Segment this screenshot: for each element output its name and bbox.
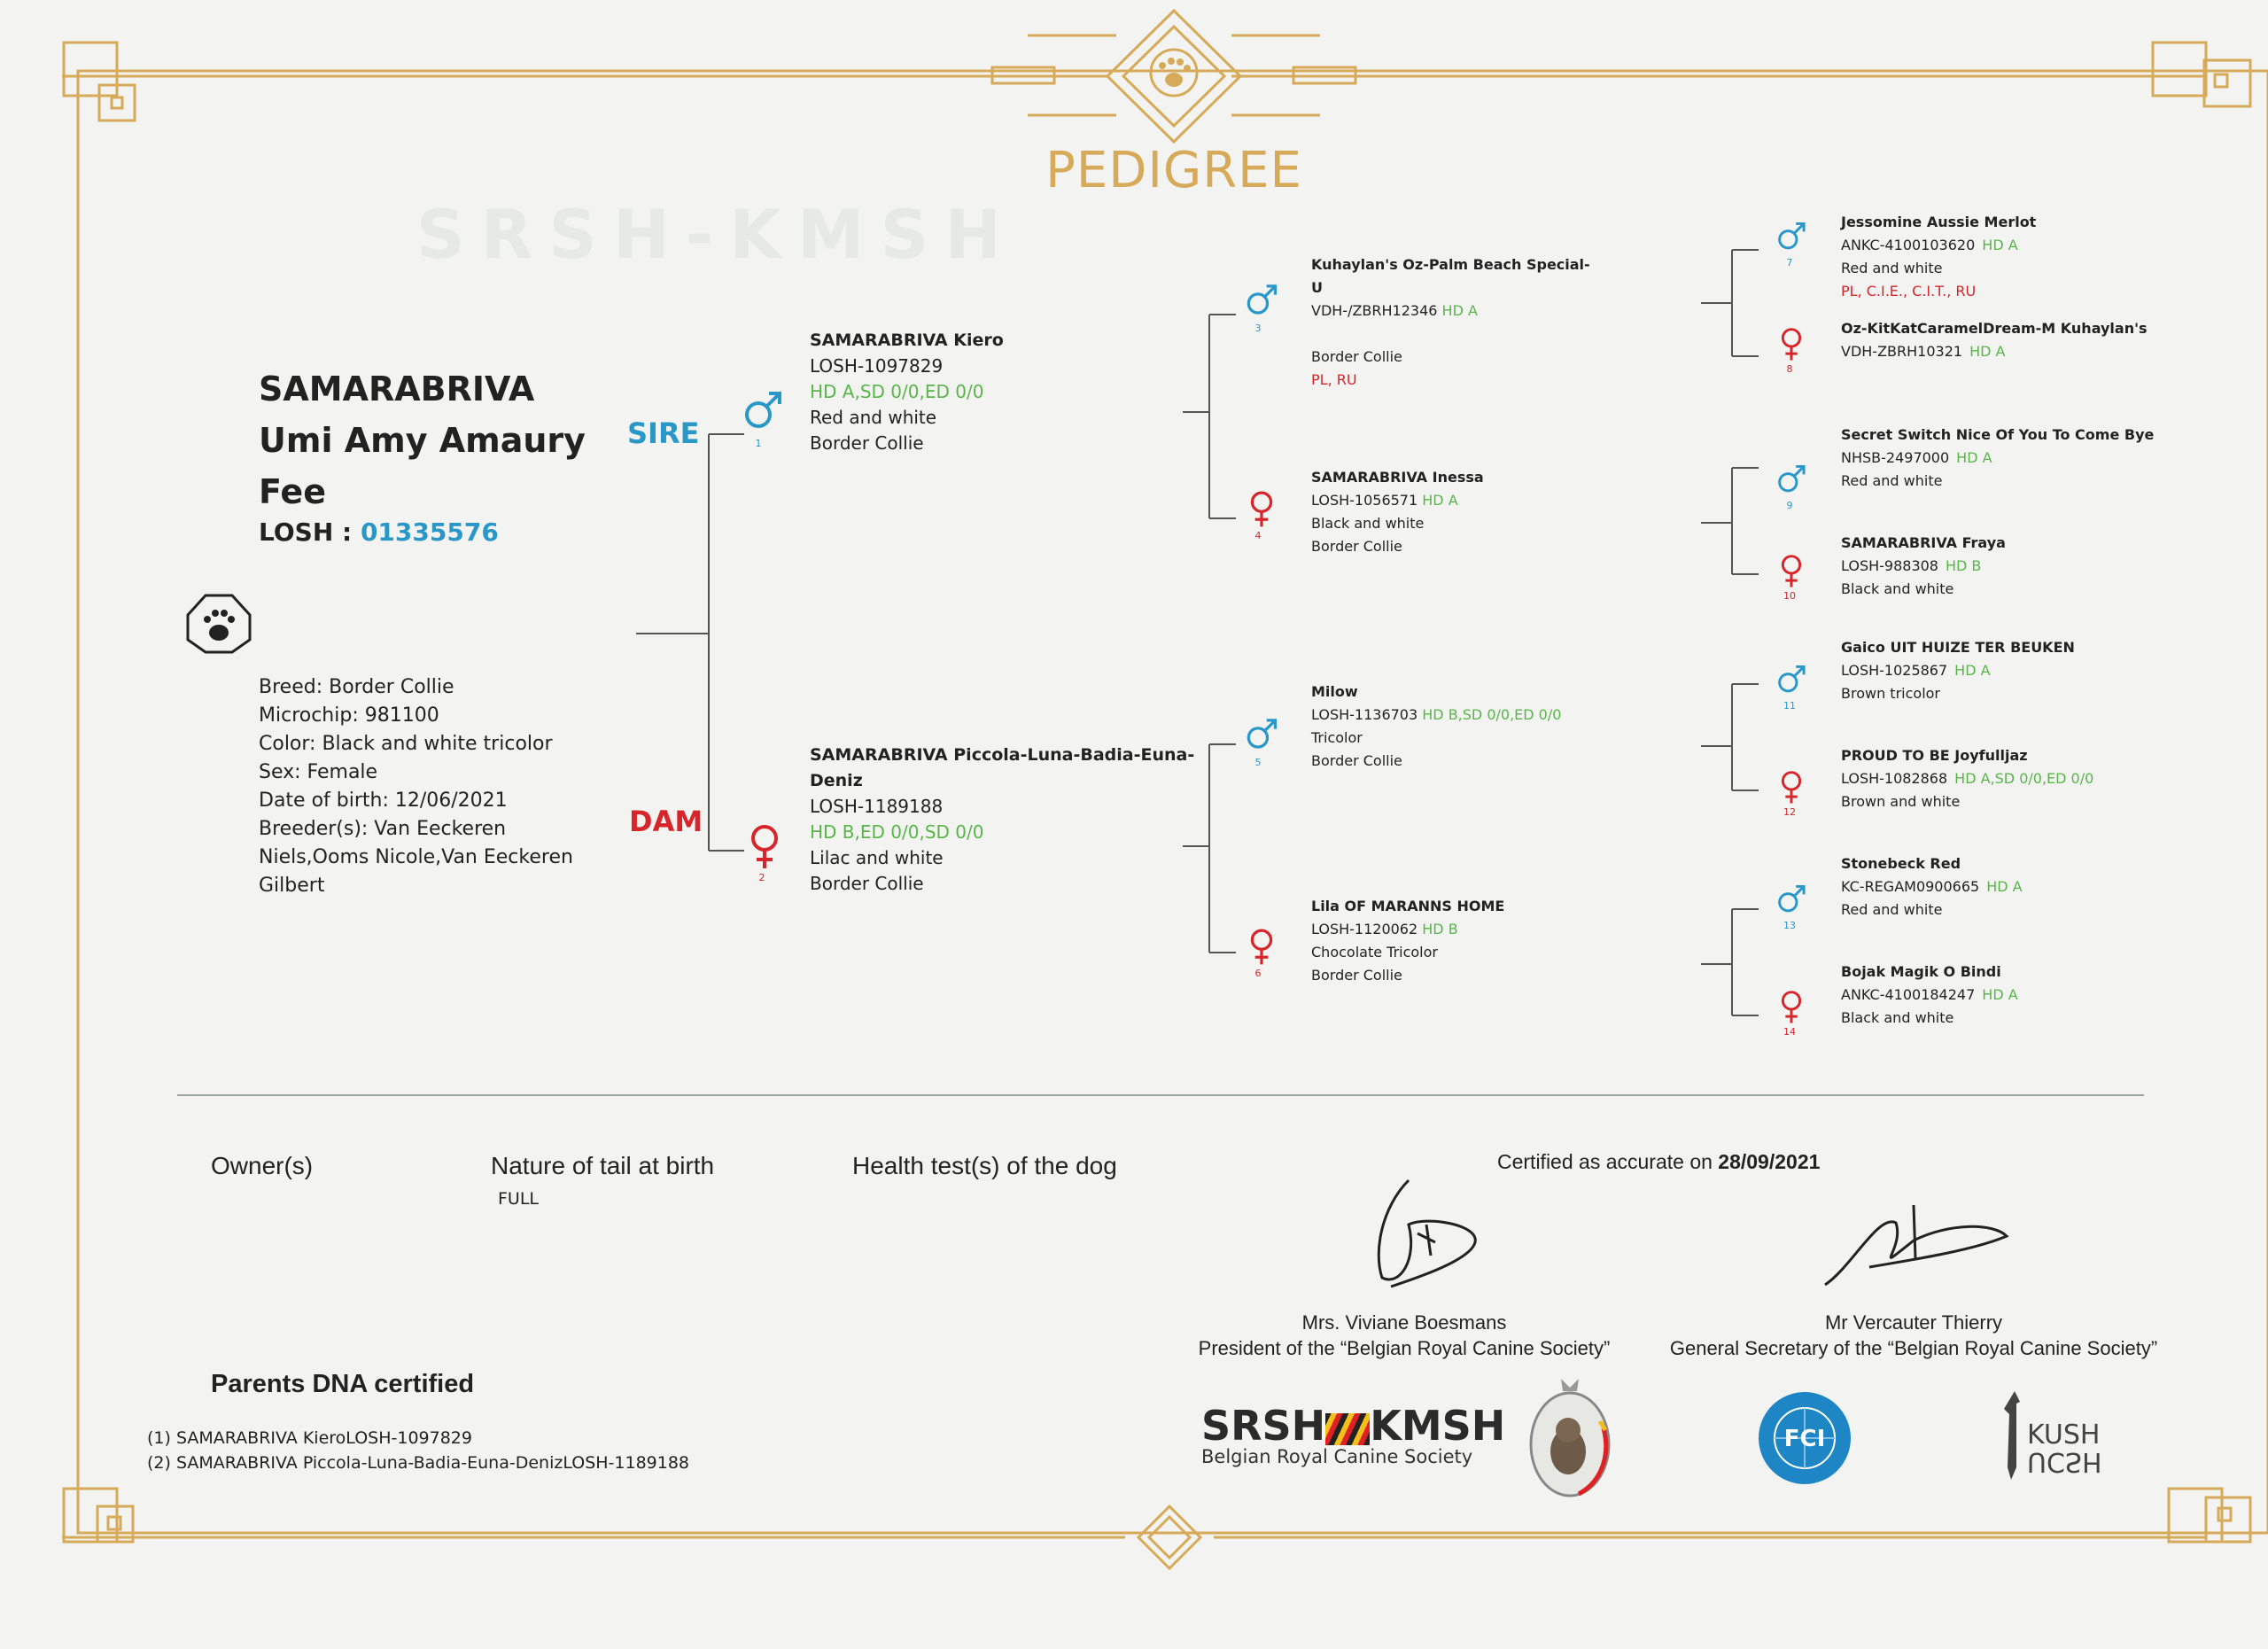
dna-label: Parents DNA certified (211, 1370, 475, 1398)
gp-health: HD B,SD 0/0,ED 0/0 (1422, 706, 1562, 723)
parent-2-number: 2 (758, 872, 765, 883)
great-grandparent-14-number: 14 (1783, 1026, 1796, 1038)
female-symbol-icon (1774, 769, 1809, 805)
grandparent-6-number: 6 (1254, 968, 1262, 979)
srsh-logo-left: SRSH (1201, 1402, 1326, 1450)
parent-breed: Border Collie (810, 432, 924, 454)
gp-health: HD A (1422, 492, 1458, 509)
kush-logo (1997, 1388, 2103, 1485)
ggp-color: Brown tricolor (1841, 685, 1940, 702)
page-title: PEDIGREE (1045, 142, 1302, 199)
signatory-2-title: General Secretary of the “Belgian Royal Canine Society” (1669, 1337, 2158, 1359)
gp-breed: Border Collie (1311, 752, 1402, 769)
gp-color: Black and white (1311, 515, 1425, 532)
grandparent-4-number: 4 (1254, 530, 1262, 541)
dog-details (259, 673, 604, 900)
female-symbol-icon (1774, 553, 1809, 588)
ggp-health: HD A (1986, 878, 2023, 895)
ggp-name: Oz-KitKatCaramelDream-M Kuhaylan's (1841, 320, 2148, 337)
ggp-health: HD A (1954, 662, 1991, 679)
dog-sex: Sex: Female (259, 761, 378, 783)
parent-sire (810, 328, 1217, 456)
srsh-logo-sub: Belgian Royal Canine Society (1201, 1446, 1473, 1467)
parent-name: SAMARABRIVA Kiero (810, 331, 1004, 350)
gp-titles: PL, RU (1311, 371, 1357, 388)
certified-line (1497, 1150, 1820, 1174)
grandparent-5 (1311, 681, 1595, 773)
ggp-color: Red and white (1841, 901, 1943, 918)
male-symbol-icon (1774, 883, 1809, 918)
gp-breed: Border Collie (1311, 967, 1402, 984)
great-grandparent-10 (1841, 532, 2178, 601)
ggp-reg: ANKC-4100103620 (1841, 237, 1976, 253)
male-symbol-icon (1774, 463, 1809, 498)
gp-color (1311, 323, 1595, 346)
parent-reg: LOSH-1097829 (810, 355, 944, 377)
certified-prefix: Certified as accurate on (1497, 1150, 1713, 1173)
dog-name-line3: Fee (259, 472, 326, 511)
ggp-name: Jessomine Aussie Merlot (1841, 214, 2037, 230)
ggp-health: HD A,SD 0/0,ED 0/0 (1954, 770, 2094, 787)
great-grandparent-11 (1841, 636, 2178, 705)
female-symbol-icon (1242, 927, 1281, 966)
gp-name: Lila OF MARANNS HOME (1311, 898, 1505, 914)
losh-label: LOSH : (259, 517, 353, 547)
srsh-logo-right: KMSH (1370, 1402, 1506, 1450)
female-symbol-icon (1242, 489, 1281, 528)
flag-stripes-icon (1325, 1413, 1370, 1445)
ggp-titles: PL, C.I.E., C.I.T., RU (1841, 283, 1977, 299)
male-symbol-icon (741, 388, 785, 436)
tail-value: FULL (498, 1189, 540, 1209)
paw-icon (188, 595, 250, 652)
watermark: SRSH-KMSH (416, 195, 1018, 274)
dog-microchip: Microchip: 981100 (259, 704, 439, 727)
fci-text: FCI (1783, 1426, 1826, 1452)
gp-name: Kuhaylan's Oz-Palm Beach Special-U (1311, 256, 1590, 296)
ggp-name: Secret Switch Nice Of You To Come Bye (1841, 426, 2155, 443)
dam-label: DAM (629, 805, 703, 838)
ggp-color: Red and white (1841, 260, 1943, 276)
grandparent-3 (1311, 253, 1595, 392)
dna-line-1: (1) SAMARABRIVA KieroLOSH-1097829 (147, 1428, 472, 1448)
great-grandparent-12-number: 12 (1783, 806, 1796, 818)
male-symbol-icon (1242, 282, 1281, 321)
ggp-health: HD A (1982, 237, 2018, 253)
gp-breed: Border Collie (1311, 538, 1402, 555)
dog-breed: Breed: Border Collie (259, 676, 454, 698)
gp-name: SAMARABRIVA Inessa (1311, 469, 1484, 486)
srsh-kmsh-logo (1201, 1402, 1506, 1467)
society-seal-icon (1526, 1375, 1614, 1499)
gp-color: Chocolate Tricolor (1311, 944, 1438, 961)
great-grandparent-7-number: 7 (1786, 257, 1793, 268)
ggp-reg: NHSB-2497000 (1841, 449, 1950, 466)
great-grandparent-8-number: 8 (1786, 363, 1793, 375)
female-symbol-icon (1774, 326, 1809, 362)
dog-breeder-line2: Niels,Ooms Nicole,Van Eeckeren (259, 846, 573, 868)
signature-1-caption (1152, 1310, 1657, 1361)
parent-color: Red and white (810, 407, 937, 428)
ggp-color: Black and white (1841, 580, 1954, 597)
ggp-color: Red and white (1841, 472, 1943, 489)
parent-reg: LOSH-1189188 (810, 796, 944, 817)
ggp-reg: ANKC-4100184247 (1841, 986, 1976, 1003)
certified-date: 28/09/2021 (1718, 1150, 1821, 1173)
signature-1 (1347, 1171, 1506, 1295)
male-symbol-icon (1774, 663, 1809, 698)
male-symbol-icon (1242, 716, 1281, 755)
parent-color: Lilac and white (810, 847, 944, 868)
parent-health: HD B,ED 0/0,SD 0/0 (810, 821, 984, 843)
gp-reg: LOSH-1056571 (1311, 492, 1418, 509)
gp-breed: Border Collie (1311, 348, 1402, 365)
dog-color: Color: Black and white tricolor (259, 733, 553, 755)
kush-bottom: UCSH (2027, 1446, 2102, 1477)
great-grandparent-13-number: 13 (1783, 920, 1796, 931)
parent-name-line1: SAMARABRIVA Piccola-Luna-Badia-Euna- (810, 745, 1195, 765)
female-symbol-icon (742, 822, 787, 870)
ggp-reg: LOSH-988308 (1841, 557, 1938, 574)
sire-label: SIRE (627, 416, 700, 450)
great-grandparent-9 (1841, 424, 2178, 493)
ggp-name: Gaico UIT HUIZE TER BEUKEN (1841, 639, 2075, 656)
grandparent-6 (1311, 895, 1595, 987)
ggp-color: Black and white (1841, 1009, 1954, 1026)
dog-name-line2: Umi Amy Amaury (259, 421, 586, 460)
tail-label: Nature of tail at birth (491, 1152, 715, 1179)
great-grandparent-7 (1841, 211, 2178, 303)
ggp-reg: LOSH-1025867 (1841, 662, 1948, 679)
parent-breed: Border Collie (810, 873, 924, 894)
great-grandparent-10-number: 10 (1783, 590, 1796, 602)
ggp-health: HD A (1982, 986, 2018, 1003)
signature-2-caption (1648, 1310, 2179, 1361)
ggp-name: PROUD TO BE Joyfulljaz (1841, 747, 2028, 764)
signature-2 (1816, 1196, 2011, 1294)
ggp-color: Brown and white (1841, 793, 1961, 810)
great-grandparent-12 (1841, 744, 2178, 813)
gp-name: Milow (1311, 683, 1358, 700)
owners-label: Owner(s) (211, 1152, 314, 1179)
ggp-name: Stonebeck Red (1841, 855, 1961, 872)
great-grandparent-13 (1841, 852, 2178, 922)
fci-logo (1756, 1389, 1853, 1487)
great-grandparent-11-number: 11 (1783, 700, 1796, 712)
signatory-2-name: Mr Vercauter Thierry (1824, 1311, 2003, 1334)
signatory-1-name: Mrs. Viviane Boesmans (1301, 1311, 1507, 1334)
dna-line-2: (2) SAMARABRIVA Piccola-Luna-Badia-Euna-DenizLOSH-1189188 (147, 1453, 690, 1473)
signatory-1-title: President of the “Belgian Royal Canine Society” (1198, 1337, 1611, 1359)
dog-breeder-line1: Breeder(s): Van Eeckeren (259, 818, 507, 840)
gp-health: HD B (1422, 921, 1458, 937)
losh-number: 01335576 (360, 517, 499, 547)
dog-breeder-line3: Gilbert (259, 875, 325, 897)
gp-health: HD A (1441, 302, 1478, 319)
great-grandparent-14 (1841, 961, 2178, 1030)
ggp-name: Bojak Magik O Bindi (1841, 963, 2001, 980)
gp-reg: LOSH-1120062 (1311, 921, 1418, 937)
parent-name-line2: Deniz (810, 771, 863, 790)
ggp-reg: LOSH-1082868 (1841, 770, 1948, 787)
grandparent-5-number: 5 (1254, 757, 1262, 768)
gp-color: Tricolor (1311, 729, 1363, 746)
parent-dam (810, 743, 1217, 897)
parent-health: HD A,SD 0/0,ED 0/0 (810, 381, 984, 402)
male-symbol-icon (1774, 220, 1809, 255)
dog-dob: Date of birth: 12/06/2021 (259, 789, 508, 812)
health-label: Health test(s) of the dog (852, 1152, 1117, 1179)
ggp-name: SAMARABRIVA Fraya (1841, 534, 2006, 551)
great-grandparent-8 (1841, 317, 2178, 363)
gp-reg: LOSH-1136703 (1311, 706, 1418, 723)
dog-name-line1: SAMARABRIVA (259, 369, 535, 408)
grandparent-3-number: 3 (1254, 323, 1262, 334)
gp-reg: VDH-/ZBRH12346 (1311, 302, 1438, 319)
ggp-reg: VDH-ZBRH10321 (1841, 343, 1963, 360)
parent-1-number: 1 (755, 438, 762, 449)
great-grandparent-9-number: 9 (1786, 500, 1793, 511)
kush-top: KUSH (2027, 1420, 2101, 1451)
ggp-health: HD A (1969, 343, 2006, 360)
grandparent-4 (1311, 466, 1595, 558)
ggp-reg: KC-REGAM0900665 (1841, 878, 1980, 895)
female-symbol-icon (1774, 989, 1809, 1024)
dog-losh (259, 517, 499, 547)
ggp-health: HD B (1945, 557, 1982, 574)
ggp-health: HD A (1956, 449, 1992, 466)
